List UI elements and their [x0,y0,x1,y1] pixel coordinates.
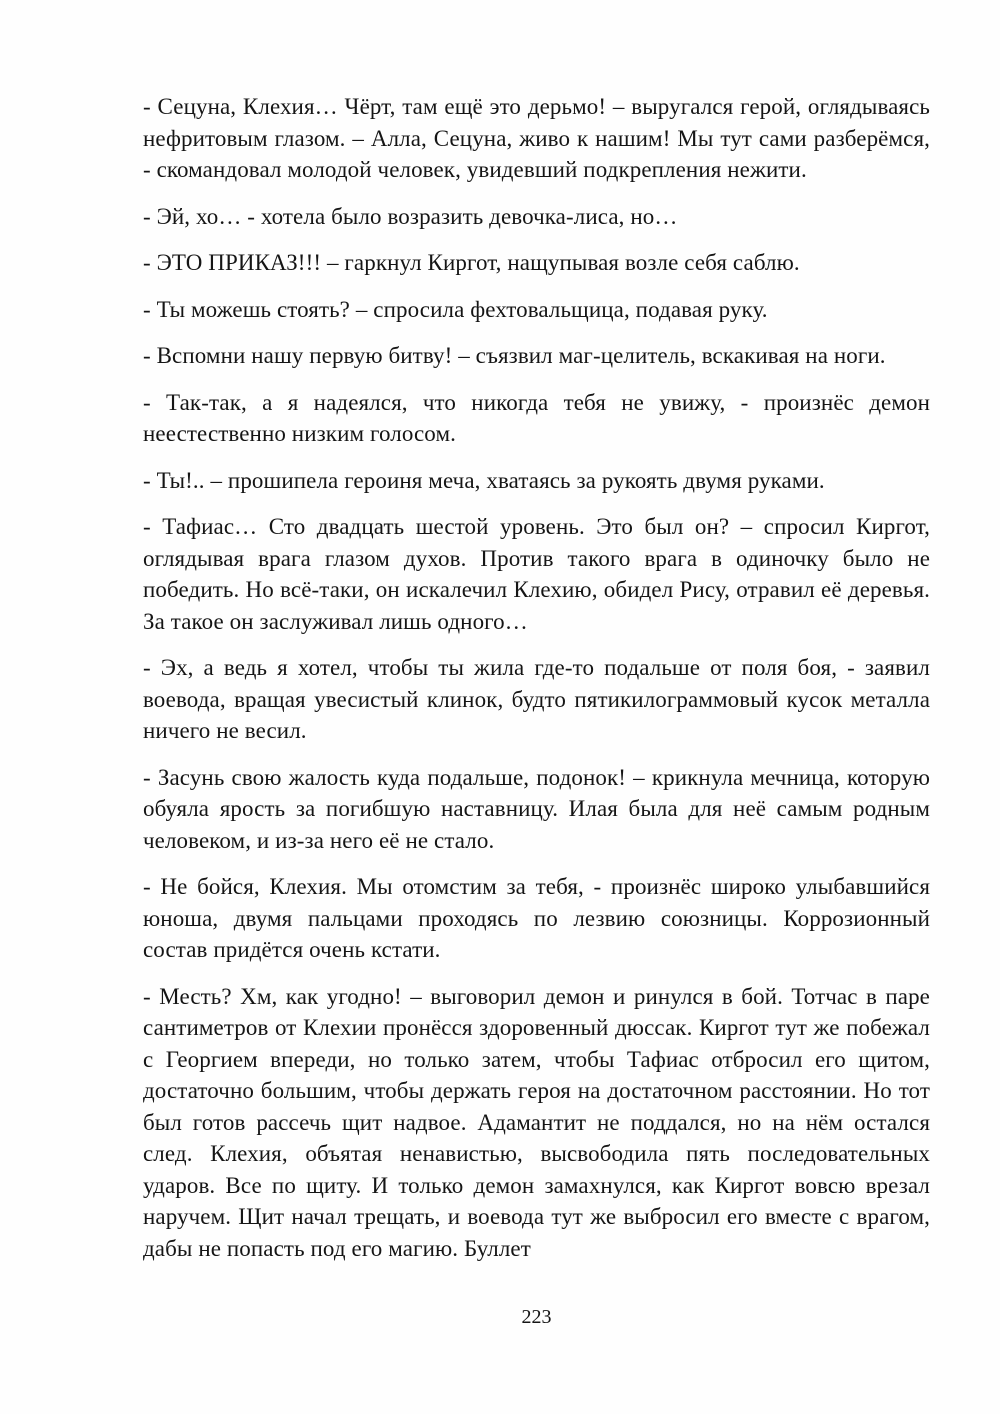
paragraph: - ЭТО ПРИКАЗ!!! – гаркнул Киргот, нащупывая возле себя саблю. [143,250,800,275]
paragraph: - Эх, а ведь я хотел, чтобы ты жила где-то подальше от поля боя, - заявил воевода, вращая увесистый клинок, будто пятикилограммовый кусок металла ничего не весил. [143,655,930,743]
paragraph: - Ты!.. – прошипела героиня меча, хватаясь за рукоять двумя руками. [143,467,825,493]
paragraph: - Тафиас… Сто двадцать шестой уровень. Это был он? – спросил Киргот, оглядывая врага глазом духов. Против такого врага в одиночку было не победить. Но всё-таки, он искалечил Клехию, обидел Рису, отравил её деревья. За такое он заслуживал лишь одного… [143,514,930,634]
page-number: 223 [521,1306,552,1328]
paragraph: - Вспомни нашу первую битву! – съязвил маг-целитель, вскакивая на ноги. [143,343,886,368]
paragraph: - Ты можешь стоять? – спросила фехтовальщица, подавая руку. [143,296,768,322]
paragraph: - Так-так, а я надеялся, что никогда тебя не увижу, - произнёс демон неестественно низким голосом. [143,389,930,446]
paragraph: - Не бойся, Клехия. Мы отомстим за тебя, - произнёс широко улыбавшийся юноша, двумя пальцами проходясь по лезвию союзницы. Коррозионный состав придётся очень кстати. [143,874,930,962]
body-text [143,91,930,1279]
paragraph: - Засунь свою жалость куда подальше, подонок! – крикнула мечница, которую обуяла ярость за погибшую наставницу. Илая была для неё самым родным человеком, и из-за него её не стало. [143,764,930,853]
paragraph: - Сецуна, Клехия… Чёрт, там ещё это дерьмо! – выругался герой, оглядываясь нефритовым глазом. – Алла, Сецуна, живо к нашим! Мы тут сами разберёмся, - скомандовал молодой человек, увидевший подкрепления нежити. [143,94,930,182]
paragraph: - Эй, хо… - хотела было возразить девочка-лиса, но… [143,203,678,229]
paragraph: - Месть? Хм, как угодно! – выговорил демон и ринулся в бой. Тотчас в паре сантиметров от Клехии пронёсся здоровенный дюссак. Киргот тут же побежал с Георгием впереди, но только затем, чтобы Тафиас отбросил его щитом, достаточно большим, чтобы держать героя на достаточном расстоянии. Но тот был готов рассечь щит надвое. Адамантит не поддался, но на нём остался след. Клехия, объятая ненавистью, высвободила пять последовательных ударов. Все по щиту. И только демон замахнулся, как Киргот вовсю врезал наручем. Щит начал трещать, и воевода тут же выбросил его вместе с врагом, дабы не попасть под его магию. Буллет [143,983,930,1261]
